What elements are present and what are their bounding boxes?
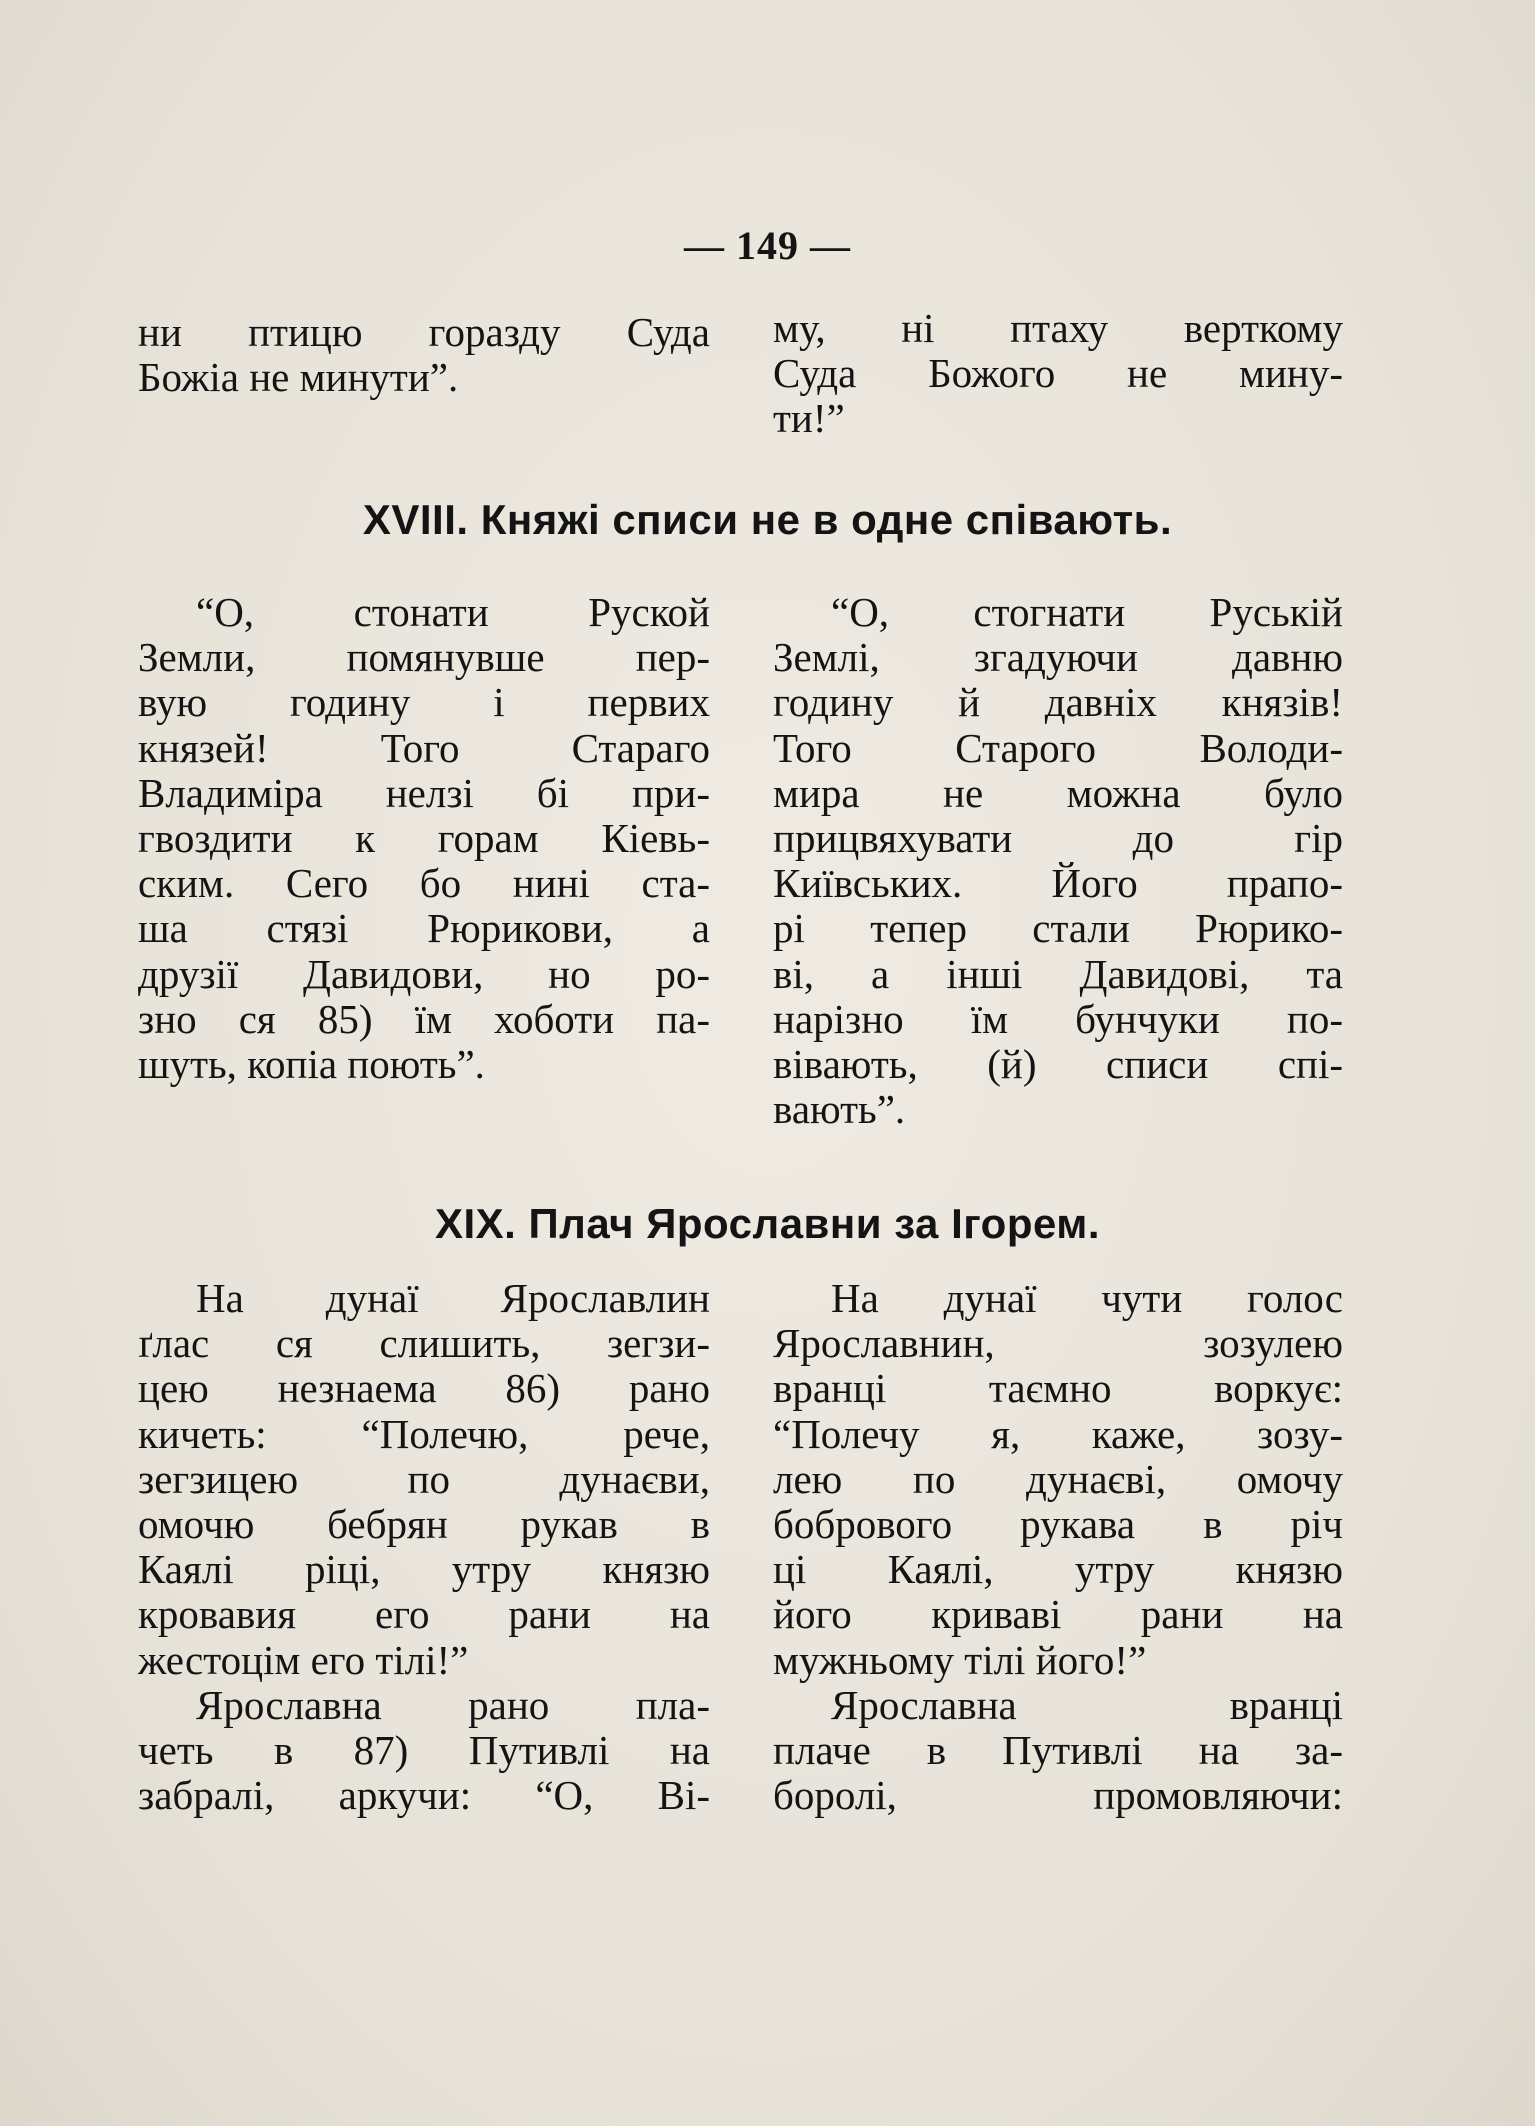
text-line: Землі, згадуючи давню <box>773 634 1343 681</box>
text-line: ві, а інші Давидові, та <box>773 950 1343 997</box>
text-line: Суда Божого не мину- <box>773 350 1343 397</box>
text-line: “О, стонати Руской <box>196 589 710 635</box>
text-line: ни птицю горазду Суда <box>138 309 710 355</box>
text-line: князей! Того Стараго <box>138 724 710 771</box>
text-line: вую годину і первих <box>138 679 710 726</box>
text-line: зно ся 85) їм хоботи па- <box>138 995 710 1042</box>
text-line: ти!” <box>773 395 845 442</box>
text-line: зегзицею по дунаєви, <box>138 1455 710 1502</box>
text-line: мужньому тілі його!” <box>773 1636 1147 1683</box>
text-line: Київських. Його прапо- <box>773 860 1343 907</box>
text-line: На дунаї Ярославлин <box>196 1275 710 1321</box>
text-line: рі тепер стали Рюрико- <box>773 905 1343 952</box>
text-line: Ярославна вранці <box>831 1681 1343 1728</box>
text-line: Божіа не минути”. <box>138 354 459 401</box>
text-line: Ярославнин, зозулею <box>773 1320 1343 1367</box>
text-line: боролі, промовляючи: <box>773 1772 1343 1819</box>
section-18-left-column <box>138 590 710 1087</box>
text-line: бобрового рукава в річ <box>773 1501 1343 1548</box>
text-line: нарізно їм бунчуки по- <box>773 995 1343 1042</box>
text-line: Владиміра нелзі бі при- <box>138 769 710 816</box>
text-line: цею незнаема 86) рано <box>138 1365 710 1412</box>
text-line: Ярославна рано пла- <box>196 1681 710 1728</box>
text-line: друзії Давидови, но ро- <box>138 950 710 997</box>
text-line: На дунаї чути голос <box>831 1275 1343 1321</box>
text-line: плаче в Путивлі на за- <box>773 1727 1343 1774</box>
text-line: Каялі ріці, утру князю <box>138 1546 710 1593</box>
text-line: омочю бебрян рукав в <box>138 1501 710 1548</box>
text-line: вають”. <box>773 1086 906 1133</box>
section-heading-19: XIX. Плач Ярославни за Ігорем. <box>434 1200 1101 1247</box>
text-line: четь в 87) Путивлі на <box>138 1727 710 1774</box>
text-line: його криваві рани на <box>773 1591 1343 1638</box>
text-line: Того Старого Володи- <box>773 724 1343 771</box>
text-line: ским. Сего бо нині ста- <box>138 860 710 907</box>
text-line: ці Каялі, утру князю <box>773 1546 1343 1593</box>
text-line: “Полечу я, каже, зозу- <box>773 1410 1343 1457</box>
text-line: “О, стогнати Руській <box>831 589 1343 635</box>
text-line: кичеть: “Полечю, рече, <box>138 1410 710 1457</box>
text-line: ґлас ся слишить, зегзи- <box>138 1320 710 1367</box>
text-line: мира не можна було <box>773 769 1343 816</box>
text-line: гвоздити к горам Кіевь- <box>138 815 710 862</box>
text-line: прицвяхувати до гір <box>773 815 1343 862</box>
text-line: шуть, копіа поють”. <box>138 1041 485 1088</box>
text-line: му, ні птаху верткому <box>773 305 1343 351</box>
section-18-right-column <box>773 590 1343 1132</box>
text-line: вранці таємно воркує: <box>773 1365 1343 1412</box>
page-number: — 149 — <box>684 223 851 268</box>
text-line: жестоцім его тілі!” <box>138 1636 469 1683</box>
text-line: кровавия его рани на <box>138 1591 710 1638</box>
section-19-left-column <box>138 1276 710 1818</box>
text-line: годину й давніх князів! <box>773 679 1343 726</box>
text-line: Земли, помянувше пер- <box>138 634 710 681</box>
text-line: вівають, (й) списи спі- <box>773 1041 1343 1088</box>
text-line: лею по дунаєві, омочу <box>773 1455 1343 1502</box>
top-right-column <box>773 306 1343 442</box>
text-line: ша стязі Рюрикови, а <box>138 905 710 952</box>
section-19-right-column <box>773 1276 1343 1818</box>
top-left-column <box>138 310 710 400</box>
section-heading-18: XVIII. Княжі списи не в одне співають. <box>362 496 1173 543</box>
text-line: забралі, аркучи: “О, Ві- <box>138 1772 710 1819</box>
